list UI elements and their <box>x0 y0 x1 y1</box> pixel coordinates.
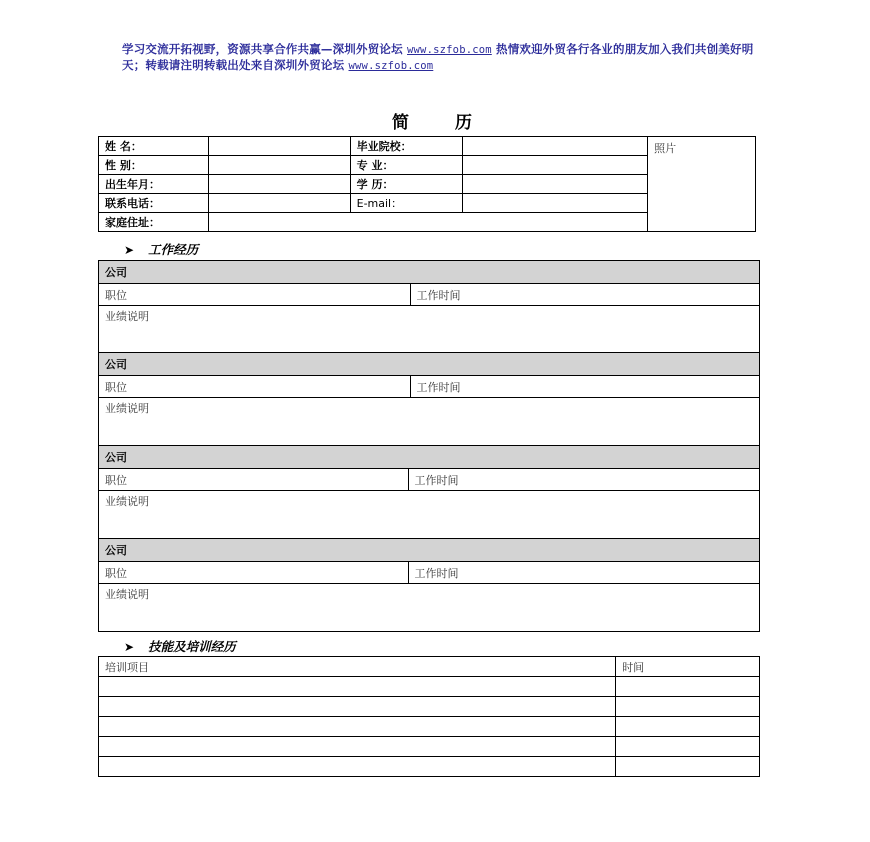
training-section-heading <box>124 637 236 655</box>
training-item-field[interactable] <box>99 677 616 697</box>
birth-field[interactable] <box>208 175 350 194</box>
header-banner <box>122 42 772 74</box>
name-label: 姓 名： <box>99 137 209 156</box>
training-time-field[interactable] <box>616 737 760 757</box>
position-field[interactable]: 职位 <box>99 284 411 306</box>
email-field[interactable] <box>462 194 648 213</box>
address-field[interactable] <box>208 213 647 232</box>
performance-field[interactable]: 业绩说明 <box>99 398 760 446</box>
address-label: 家庭住址： <box>99 213 209 232</box>
work-time-field[interactable]: 工作时间 <box>410 284 760 306</box>
position-field[interactable]: 职位 <box>99 469 409 491</box>
work-time-field[interactable]: 工作时间 <box>408 562 759 584</box>
company-label: 公司 <box>99 446 760 469</box>
education-field[interactable] <box>462 175 648 194</box>
training-item-field[interactable] <box>99 697 616 717</box>
training-time-field[interactable] <box>616 757 760 777</box>
photo-box[interactable]: 照片 <box>648 137 756 232</box>
position-field[interactable]: 职位 <box>99 562 409 584</box>
birth-label: 出生年月： <box>99 175 209 194</box>
personal-info-table <box>98 136 756 232</box>
phone-label: 联系电话： <box>99 194 209 213</box>
training-item-field[interactable] <box>99 737 616 757</box>
gender-field[interactable] <box>208 156 350 175</box>
training-time-field[interactable] <box>616 697 760 717</box>
name-field[interactable] <box>208 137 350 156</box>
training-time-field[interactable] <box>616 677 760 697</box>
company-label: 公司 <box>99 353 760 376</box>
work-entry-3 <box>98 445 760 539</box>
gender-label: 性 别： <box>99 156 209 175</box>
work-section-title: 工作经历 <box>148 242 199 257</box>
banner-link-2[interactable]: www.szfob.com <box>348 60 434 72</box>
performance-field[interactable]: 业绩说明 <box>99 306 760 354</box>
school-label: 毕业院校： <box>350 137 462 156</box>
work-time-field[interactable]: 工作时间 <box>408 469 759 491</box>
training-section-title: 技能及培训经历 <box>148 639 236 654</box>
work-time-field[interactable]: 工作时间 <box>410 376 760 398</box>
banner-text-1: 学习交流开拓视野，资源共享合作共赢—深圳外贸论坛 <box>122 42 408 56</box>
education-label: 学 历： <box>350 175 462 194</box>
table-row <box>99 677 760 697</box>
arrow-icon: ➤ <box>124 640 135 654</box>
training-table <box>98 656 760 777</box>
position-field[interactable]: 职位 <box>99 376 411 398</box>
banner-link-1[interactable]: www.szfob.com <box>407 44 492 56</box>
banner-text-2: 热情欢迎外贸各行各业的朋友加入我们共创美好明天；转载请注明转载出处来自深圳外贸论坛 <box>122 42 754 72</box>
training-time-field[interactable] <box>616 717 760 737</box>
phone-field[interactable] <box>208 194 350 213</box>
training-time-header: 时间 <box>616 657 760 677</box>
work-entry-4 <box>98 538 760 632</box>
major-field[interactable] <box>462 156 648 175</box>
arrow-icon: ➤ <box>124 243 135 257</box>
email-label: E-mail： <box>350 194 462 213</box>
table-row <box>99 697 760 717</box>
table-row <box>99 737 760 757</box>
training-item-field[interactable] <box>99 717 616 737</box>
work-entry-2 <box>98 352 760 446</box>
training-item-field[interactable] <box>99 757 616 777</box>
performance-field[interactable]: 业绩说明 <box>99 584 760 632</box>
page-title: 简历 <box>392 113 518 133</box>
training-item-header: 培训项目 <box>99 657 616 677</box>
school-field[interactable] <box>462 137 648 156</box>
company-label: 公司 <box>99 539 760 562</box>
major-label: 专 业： <box>350 156 462 175</box>
table-row <box>99 717 760 737</box>
table-row <box>99 757 760 777</box>
company-label: 公司 <box>99 261 760 284</box>
work-entry-1 <box>98 260 760 354</box>
performance-field[interactable]: 业绩说明 <box>99 491 760 539</box>
work-section-heading <box>124 240 198 258</box>
